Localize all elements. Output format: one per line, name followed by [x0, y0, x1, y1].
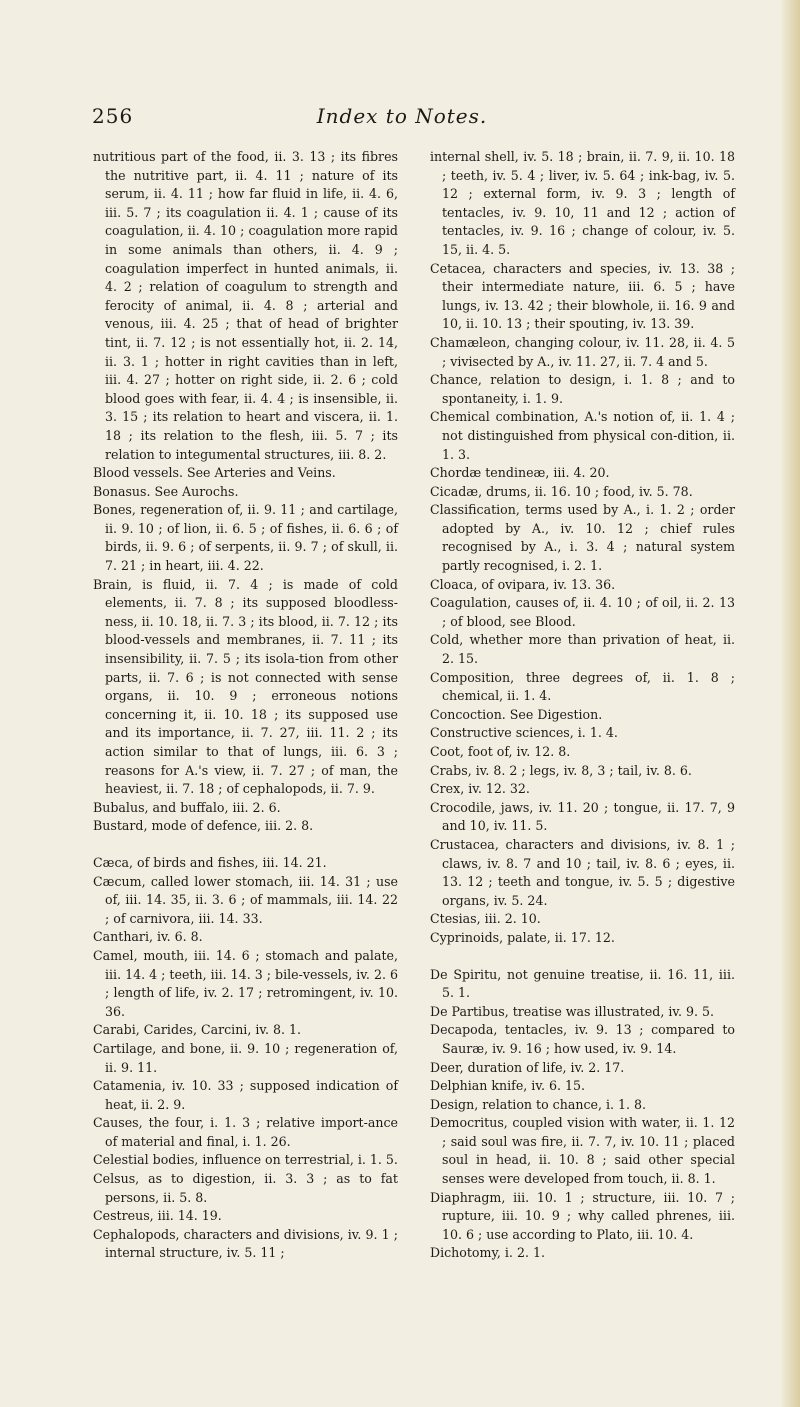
index-entry: Cæca, of birds and fishes, iii. 14. 21. [93, 854, 327, 870]
index-entry: Constructive sciences, i. 1. 4. [430, 725, 618, 741]
index-column-right [430, 148, 735, 1263]
index-entry: Bones, regeneration of, ii. 9. 11 ; and cartilage, ii. 9. 10 ; of lion, ii. 6. 5 ; of fishes, ii. 6. 6 ; of birds, ii. 9. 6 ; of serpents, ii. 9. 7 ; of skull, ii. 7. 21 ; in heart, iii. 4. 22. [93, 502, 398, 574]
index-entry: Concoction. See Digestion. [430, 706, 603, 722]
index-entry: Chance, relation to design, i. 1. 8 ; and to spontaneity, i. 1. 9. [430, 372, 735, 406]
index-entry: Bonasus. See Aurochs. [93, 483, 239, 499]
index-entry: Celestial bodies, influence on terrestrial, i. 1. 5. [93, 1152, 398, 1168]
index-entry: Catamenia, iv. 10. 33 ; supposed indication of heat, ii. 2. 9. [93, 1078, 398, 1112]
index-entry: Chemical combination, A.'s notion of, ii. 1. 4 ; not distinguished from physical con-dition, ii. 1. 3. [430, 409, 735, 462]
index-entry: Cartilage, and bone, ii. 9. 10 ; regeneration of, ii. 9. 11. [93, 1040, 398, 1075]
index-entry: Crex, iv. 12. 32. [430, 781, 530, 797]
index-entry: Brain, is fluid, ii. 7. 4 ; is made of cold elements, ii. 7. 8 ; its supposed bloodless-ness, ii. 10. 18, ii. 7. 3 ; its blood, ii. 7. 12 ; its blood-vessels and membranes, ii. 7. 11 ; its insensibility, ii. 7. 5 ; its isola-tion from other parts, ii. 7. 6 ; is not connected with sense organs, ii. 10. 9 ; erroneous notions concerning it, ii. 10. 18 ; its supposed use and its importance, ii. 7. 27, iii. 11. 2 ; its action similar to that of lungs, iii. 6. 3 ; reasons for A.'s view, ii. 7. 27 ; of man, the heaviest, ii. 7. 18 ; of cephalopods, ii. 7. 9. [93, 576, 398, 797]
index-entry: Cephalopods, characters and divisions, iv. 9. 1 ; internal structure, iv. 5. 11 ; [93, 1226, 398, 1261]
index-entry: Classification, terms used by A., i. 1. 2 ; order adopted by A., iv. 10. 12 ; chief rules recognised by A., i. 3. 4 ; natural system partly recognised, i. 2. 1. [430, 502, 735, 574]
index-entry: Design, relation to chance, i. 1. 8. [430, 1096, 647, 1112]
index-entry: De Spiritu, not genuine treatise, ii. 16. 11, iii. 5. 1. [430, 966, 735, 1001]
index-entry: De Partibus, treatise was illustrated, iv. 9. 5. [430, 1003, 715, 1019]
index-entry: Dichotomy, i. 2. 1. [430, 1245, 545, 1261]
index-entry: Cloaca, of ovipara, iv. 13. 36. [430, 576, 616, 592]
index-column-left [93, 148, 398, 1263]
index-entry: Ctesias, iii. 2. 10. [430, 911, 541, 927]
index-entry: Democritus, coupled vision with water, ii. 1. 12 ; said soul was fire, ii. 7. 7, iv. 10. 11 ; placed soul in head, ii. 10. 8 ; said other special senses were developed from touch, ii. 8. 1. [430, 1115, 735, 1187]
index-entry: Delphian knife, iv. 6. 15. [430, 1078, 585, 1094]
index-entry: Camel, mouth, iii. 14. 6 ; stomach and palate, iii. 14. 4 ; teeth, iii. 14. 3 ; bile-vessels, iv. 2. 6 ; length of life, iv. 2. 17 ; retromingent, iv. 10. 36. [93, 947, 398, 1019]
index-entry: Composition, three degrees of, ii. 1. 8 ; chemical, ii. 1. 4. [430, 669, 735, 704]
index-entry: Causes, the four, i. 1. 3 ; relative import-ance of material and final, i. 1. 26. [93, 1115, 398, 1149]
index-entry: nutritious part of the food, ii. 3. 13 ; its fibres the nutritive part, ii. 4. 11 ; nature of its serum, ii. 4. 11 ; how far fluid in life, ii. 4. 6, iii. 5. 7 ; its coagulation ii. 4. 1 ; cause of its coagulation, ii. 4. 10 ; coagulation more rapid in some animals than others, ii. 4. 9 ; coagulation imperfect in hunted animals, ii. 4. 2 ; relation of coagulum to strength and ferocity of animal, ii. 4. 8 ; arterial and venous, iii. 4. 25 ; that of head of brighter tint, ii. 7. 12 ; is not essentially hot, ii. 2. 14, ii. 3. 1 ; hotter in right cavities than in left, iii. 4. 27 ; hotter on right side, ii. 2. 6 ; cold blood goes with fear, ii. 4. 4 ; is insensible, ii. 3. 15 ; its relation to heart and viscera, ii. 1. 18 ; its relation to the flesh, iii. 5. 7 ; its relation to integumental structures, iii. 8. 2. [93, 149, 398, 462]
section-gap [430, 948, 735, 966]
index-entry: Cetacea, characters and species, iv. 13. 38 ; their intermediate nature, iii. 6. 5 ; have lungs, iv. 13. 42 ; their blowhole, ii. 16. 9 and 10, ii. 10. 13 ; their spouting, iv. 13. 39. [430, 260, 735, 332]
index-entry: Cyprinoids, palate, ii. 17. 12. [430, 929, 615, 945]
index-entry: Canthari, iv. 6. 8. [93, 929, 203, 945]
index-entry: Blood vessels. See Arteries and Veins. [93, 465, 336, 481]
index-entry: Bubalus, and buffalo, iii. 2. 6. [93, 799, 281, 815]
index-entry: Crustacea, characters and divisions, iv. 8. 1 ; claws, iv. 8. 7 and 10 ; tail, iv. 8. 6 ; eyes, ii. 13. 12 ; teeth and tongue, iv. 5. 5 ; digestive organs, iv. 5. 24. [430, 836, 735, 908]
index-entry: Coot, foot of, iv. 12. 8. [430, 744, 571, 759]
index-entry: Carabi, Carides, Carcini, iv. 8. 1. [93, 1022, 302, 1038]
page-number: 256 [92, 104, 134, 128]
index-entry: Cæcum, called lower stomach, iii. 14. 31 ; use of, iii. 14. 35, ii. 3. 6 ; of mammals, iii. 14. 22 ; of carnivora, iii. 14. 33. [93, 873, 398, 926]
index-entry: Crocodile, jaws, iv. 11. 20 ; tongue, ii. 17. 7, 9 and 10, iv. 11. 5. [430, 799, 735, 834]
index-entry: Cicadæ, drums, ii. 16. 10 ; food, iv. 5. 78. [430, 483, 693, 499]
section-gap [93, 836, 398, 854]
index-entry: internal shell, iv. 5. 18 ; brain, ii. 7. 9, ii. 10. 18 ; teeth, iv. 5. 4 ; liver, iv. 5. 64 ; ink-bag, iv. 5. 12 ; external form, iv. 9. 3 ; length of tentacles, iv. 9. 10, 11 and 12 ; action of tentacles, iv. 9. 16 ; change of colour, iv. 5. 15, ii. 4. 5. [430, 149, 735, 257]
running-title: Index to Notes. [316, 104, 488, 128]
page-header [92, 104, 712, 134]
index-entry: Deer, duration of life, iv. 2. 17. [430, 1059, 625, 1075]
index-entry: Celsus, as to digestion, ii. 3. 3 ; as to fat persons, ii. 5. 8. [93, 1171, 398, 1205]
index-entry: Chamæleon, changing colour, iv. 11. 28, ii. 4. 5 ; vivisected by A., iv. 11. 27, ii. 7. 4 and 5. [430, 334, 735, 369]
index-entry: Crabs, iv. 8. 2 ; legs, iv. 8, 3 ; tail, iv. 8. 6. [430, 762, 692, 778]
page-edge [782, 0, 800, 1407]
index-entry: Cestreus, iii. 14. 19. [93, 1208, 222, 1224]
index-entry: Diaphragm, iii. 10. 1 ; structure, iii. 10. 7 ; rupture, iii. 10. 9 ; why called phrenes, iii. 10. 6 ; use according to Plato, iii. 10. 4. [430, 1189, 735, 1242]
index-entry: Coagulation, causes of, ii. 4. 10 ; of oil, ii. 2. 13 ; of blood, see Blood. [430, 595, 735, 629]
index-entry: Cold, whether more than privation of heat, ii. 2. 15. [430, 632, 735, 667]
index-entry: Decapoda, tentacles, iv. 9. 13 ; compared to Sauræ, iv. 9. 16 ; how used, iv. 9. 14. [430, 1022, 735, 1056]
index-entry: Bustard, mode of defence, iii. 2. 8. [93, 818, 314, 834]
index-entry: Chordæ tendineæ, iii. 4. 20. [430, 465, 610, 481]
